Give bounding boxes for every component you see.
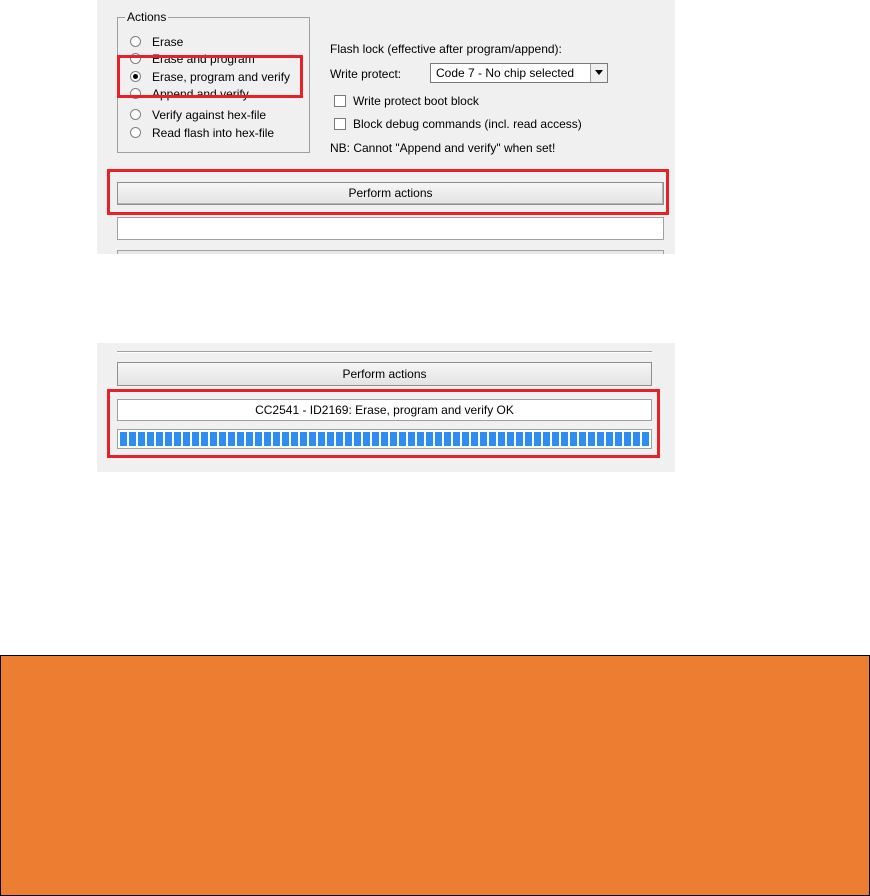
progress-bar [117,250,664,254]
write-protect-dropdown[interactable] [430,63,608,83]
flash-programmer-panel-top [97,0,675,254]
actions-group-title: Actions [127,10,167,24]
highlight-box-perform-button [107,169,669,215]
checkbox-label: Block debug commands (incl. read access) [353,117,582,131]
radio-label: Read flash into hex-file [152,126,275,140]
perform-actions-button[interactable]: Perform actions [117,362,652,386]
append-verify-note: NB: Cannot "Append and verify" when set! [330,141,556,155]
checkbox-icon[interactable] [334,118,346,130]
perform-actions-button[interactable]: Perform actions [117,182,664,205]
radio-button-icon[interactable] [130,127,141,138]
orange-banner [0,655,870,896]
highlight-box-radio-option [117,55,303,98]
status-field [117,217,664,240]
chevron-down-icon[interactable] [590,64,607,82]
highlight-box-status-progress [107,389,660,458]
status-field: CC2541 - ID2169: Erase, program and verify OK [117,399,652,421]
checkbox-label: Write protect boot block [353,94,479,108]
radio-label: Erase and program [152,52,255,66]
flash-lock-title: Flash lock (effective after program/append): [330,42,562,56]
write-protect-label: Write protect: [330,67,402,81]
radio-label: Append and verify [152,87,249,101]
divider [117,351,652,353]
radio-button-icon[interactable] [130,109,141,120]
radio-label: Verify against hex-file [152,108,267,122]
radio-label: Erase, program and verify [152,70,291,84]
radio-label: Erase [152,35,184,49]
radio-button-icon[interactable] [130,36,141,47]
checkbox-icon[interactable] [334,95,346,107]
write-protect-selected-value: Code 7 - No chip selected [436,66,575,80]
